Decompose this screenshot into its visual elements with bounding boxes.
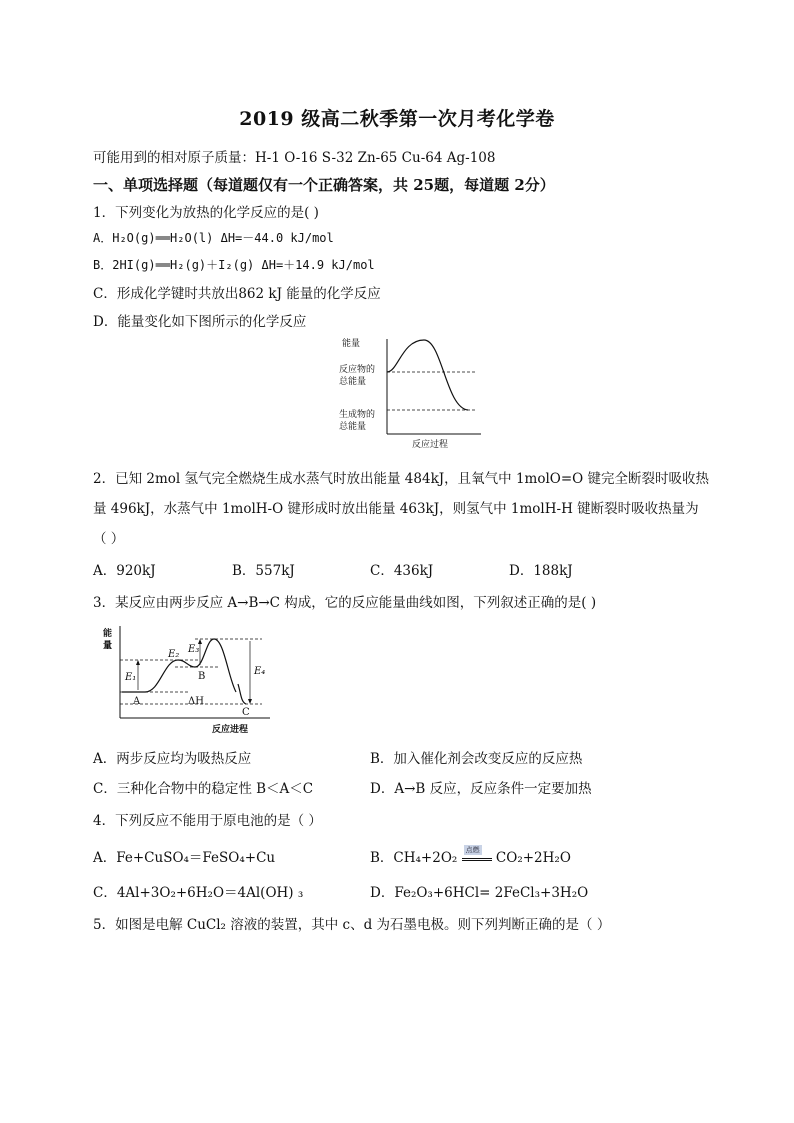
q1-option-c: C．形成化学键时共放出862 kJ 能量的化学反应 <box>93 286 381 302</box>
arrow-bar-top <box>462 858 492 859</box>
q3-energy-diagram <box>100 622 275 737</box>
y-axis-label-1: 能 <box>103 629 113 639</box>
atomic-masses: 可能用到的相对原子质量：H-1 O-16 S-32 Zn-65 Cu-64 Ag-108 <box>93 150 496 166</box>
q2-option-a: A．920kJ <box>93 563 156 579</box>
product-label-2: 总能量 <box>339 422 367 432</box>
energy-curve-tail <box>238 684 246 704</box>
q1-option-b: B．2HI(g)══H₂(g)＋I₂(g) ΔH=＋14.9 kJ/mol <box>93 258 375 272</box>
q3-stem: 3．某反应由两步反应 A→B→C 构成，它的反应能量曲线如图，下列叙述正确的是( ) <box>93 595 597 611</box>
e3-label: E₃ <box>188 644 200 655</box>
q4-option-b <box>370 846 571 866</box>
y-axis-label: 能量 <box>342 339 361 349</box>
q2-option-d: D．188kJ <box>509 563 573 579</box>
page-title: 2019 级高二秋季第一次月考化学卷 <box>239 108 555 130</box>
q3-option-d: D．A→B 反应，反应条件一定要加热 <box>370 781 592 797</box>
delta-h-label: ΔH <box>188 696 204 707</box>
q3-option-a: A．两步反应均为吸热反应 <box>93 751 252 767</box>
q4-option-b-left: B．CH₄+2O₂ <box>370 850 458 866</box>
q3-option-c: C．三种化合物中的稳定性 B＜A＜C <box>93 781 314 797</box>
q3-option-b: B．加入催化剂会改变反应的反应热 <box>370 751 583 767</box>
q5-stem: 5．如图是电解 CuCl₂ 溶液的装置，其中 c、d 为石墨电极。则下列判断正确的是（ ） <box>93 917 611 933</box>
point-b-label: B <box>198 671 206 682</box>
q2-stem-line2: 量 496kJ，水蒸气中 1molH-O 键形成时放出能量 463kJ，则氢气中 1molH-H 键断裂时吸收热量为 <box>93 501 699 517</box>
e2-label: E₂ <box>168 649 180 660</box>
point-c-label: C <box>242 707 250 718</box>
q2-stem-line3: （ ） <box>93 531 125 547</box>
reactant-label-2: 总能量 <box>339 377 367 387</box>
x-axis-label: 反应过程 <box>412 440 449 450</box>
x-axis-label: 反应进程 <box>212 725 249 735</box>
point-a-label: A <box>133 696 141 707</box>
e4-arrowhead <box>248 699 252 704</box>
q4-stem: 4．下列反应不能用于原电池的是（ ） <box>93 813 322 829</box>
arrow-bar-bottom <box>462 860 492 861</box>
q4-option-d: D．Fe₂O₃+6HCl= 2FeCl₃+3H₂O <box>370 885 589 901</box>
section-heading: 一、单项选择题（每道题仅有一个正确答案，共 25题，每道题 2分） <box>93 176 555 194</box>
q2-option-c: C．436kJ <box>370 563 434 579</box>
reactant-label-1: 反应物的 <box>339 365 376 375</box>
e1-arrowhead <box>136 660 140 665</box>
q1-option-a: A．H₂O(g)══H₂O(l) ΔH=－44.0 kJ/mol <box>93 231 334 245</box>
ignition-condition: 点燃 <box>465 846 480 854</box>
energy-curve <box>387 340 468 410</box>
e4-label: E₄ <box>254 666 266 677</box>
e1-label: E₁ <box>125 672 137 683</box>
q4-option-c: C．4Al+3O₂+6H₂O＝4Al(OH) ₃ <box>93 885 304 901</box>
q2-stem-line1: 2．已知 2mol 氢气完全燃烧生成水蒸气时放出能量 484kJ，且氧气中 1molO=O 键完全断裂时吸收热 <box>93 471 710 487</box>
q4-option-b-right: CO₂+2H₂O <box>495 850 571 866</box>
y-axis-label-2: 量 <box>103 641 113 651</box>
q2-option-b: B．557kJ <box>232 563 295 579</box>
product-label-1: 生成物的 <box>339 410 376 420</box>
q4-option-a: A．Fe+CuSO₄＝FeSO₄+Cu <box>93 850 276 866</box>
q1-option-d: D．能量变化如下图所示的化学反应 <box>93 314 307 330</box>
q1-stem: 1．下列变化为放热的化学反应的是( ) <box>93 205 319 221</box>
q1-energy-diagram <box>336 334 486 452</box>
reaction-arrow-ignition <box>462 846 492 864</box>
energy-curve <box>122 639 236 692</box>
